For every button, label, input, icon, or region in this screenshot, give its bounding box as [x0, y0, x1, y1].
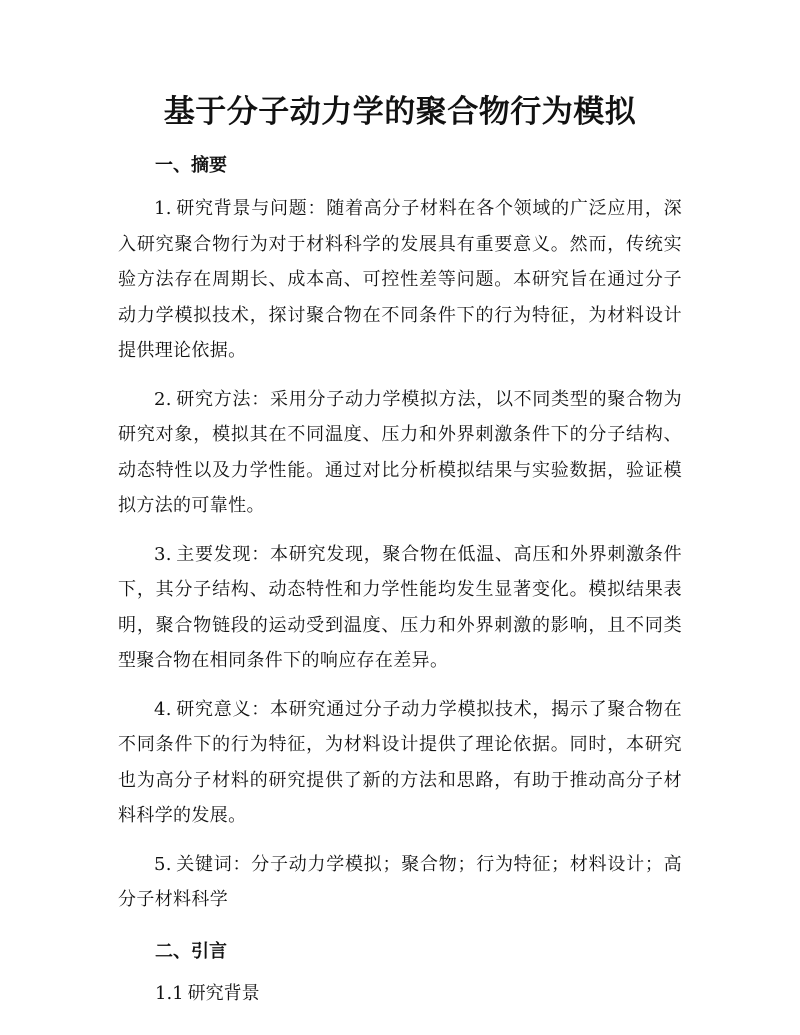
abstract-paragraph-4 [118, 692, 682, 834]
abstract-section [118, 154, 682, 918]
paragraph-text: 研究方法：采用分子动力学模拟方法，以不同类型的聚合物为研究对象，模拟其在不同温度、压力和外界刺激条件下的分子结构、动态特性以及力学性能。通过对比分析模拟结果与实验数据，验证模拟方法的可靠性。 [118, 388, 682, 516]
keywords-text: 关键词：分子动力学模拟；聚合物；行为特征；材料设计；高分子材料科学 [118, 853, 682, 910]
paragraph-number: 4. [154, 698, 172, 720]
abstract-heading: 一、摘要 [155, 155, 227, 176]
abstract-paragraph-3 [118, 537, 682, 679]
paragraph-text: 主要发现：本研究发现，聚合物在低温、高压和外界刺激条件下，其分子结构、动态特性和力学性能均发生显著变化。模拟结果表明，聚合物链段的运动受到温度、压力和外界刺激的影响，且不同类型聚合物在相同条件下的响应存在差异。 [118, 543, 682, 671]
paragraph-text: 研究背景与问题：随着高分子材料在各个领域的广泛应用，深入研究聚合物行为对于材料科学的发展具有重要意义。然而，传统实验方法存在周期长、成本高、可控性差等问题。本研究旨在通过分子动力学模拟技术，探讨聚合物在不同条件下的行为特征，为材料设计提供理论依据。 [118, 198, 682, 361]
document-title: 基于分子动力学的聚合物行为模拟 [163, 94, 637, 130]
paragraph-number: 1. [154, 198, 172, 219]
paragraph-number: 2. [154, 388, 172, 410]
research-background-subheading [118, 982, 682, 1006]
introduction-section [118, 940, 682, 1006]
introduction-heading: 二、引言 [155, 940, 227, 962]
abstract-paragraph-2 [118, 382, 682, 524]
subheading-number: 1.1 [155, 982, 184, 1004]
paragraph-number: 5. [154, 853, 172, 875]
abstract-keywords [118, 847, 682, 918]
paragraph-number: 3. [154, 543, 172, 565]
abstract-paragraph-1 [118, 191, 682, 369]
subheading-text: 研究背景 [187, 982, 260, 1004]
paragraph-text: 研究意义：本研究通过分子动力学模拟技术，揭示了聚合物在不同条件下的行为特征，为材料设计提供了理论依据。同时，本研究也为高分子材料的研究提供了新的方法和思路，有助于推动高分子材料科学的发展。 [118, 698, 682, 826]
